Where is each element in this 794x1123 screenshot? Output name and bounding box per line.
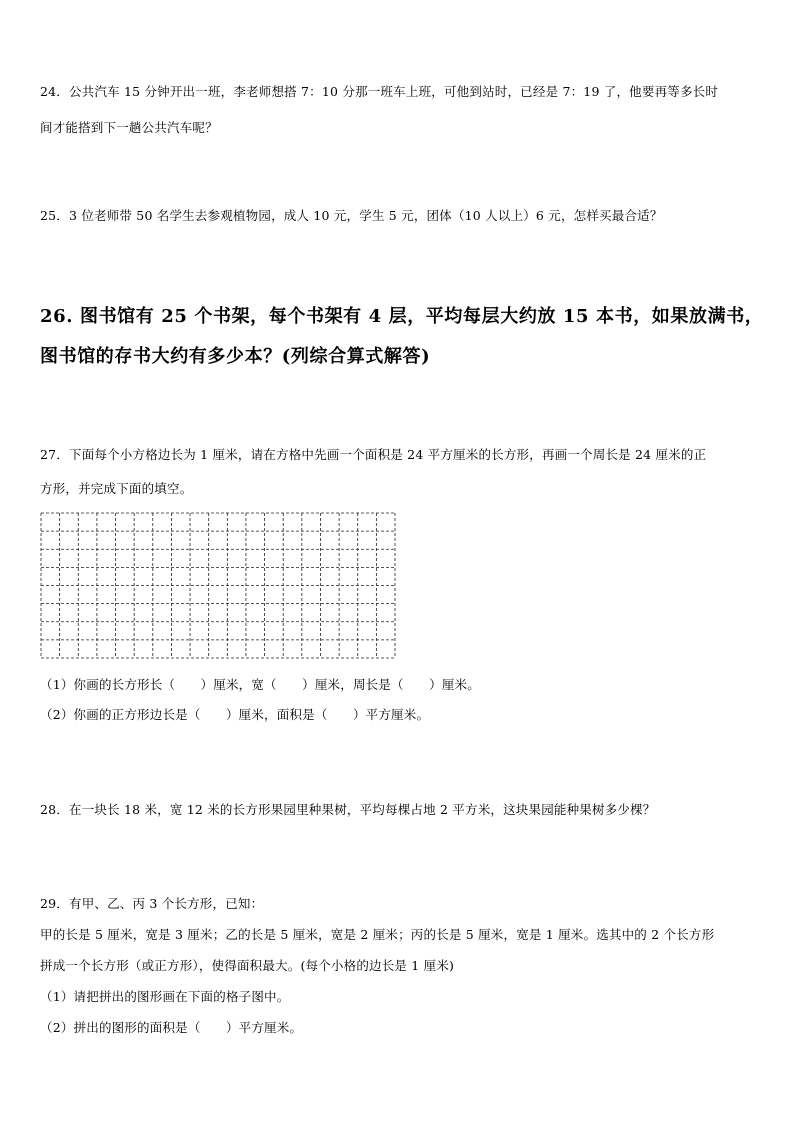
question-27-line-1: 27．下面每个小方格边长为 1 厘米，请在方格中先画一个面积是 24 平方厘米的长方形，再画一个周长是 24 厘米的正 <box>40 447 707 462</box>
square-grid-svg <box>40 512 396 659</box>
question-26-line-1: 26. 图书馆有 25 个书架，每个书架有 4 层，平均每层大约放 15 本书，如果放满书， <box>40 306 764 327</box>
question-29-sub-2: （2）拼出的图形的面积是（ ）平方厘米。 <box>40 1020 303 1035</box>
question-27-line-2: 方形，并完成下面的填空。 <box>40 481 193 496</box>
question-26-line-2: 图书馆的存书大约有多少本？(列综合算式解答) <box>40 346 431 367</box>
question-29-line-1: 29．有甲、乙、丙 3 个长方形，已知： <box>40 896 264 911</box>
question-24-line-2: 间才能搭到下一趟公共汽车呢？ <box>40 120 218 135</box>
question-27-sub-1: （1）你画的长方形长（ ）厘米，宽（ ）厘米，周长是（ ）厘米。 <box>40 677 480 692</box>
question-24-line-1: 24．公共汽车 15 分钟开出一班，李老师想搭 7：10 分那一班车上班，可他到站时，已经是 7：19 了，他要再等多长时 <box>40 84 719 99</box>
question-28-line-1: 28．在一块长 18 米，宽 12 米的长方形果园里种果树，平均每棵占地 2 平方米，这块果园能种果树多少棵？ <box>40 802 656 817</box>
question-29-sub-1: （1）请把拼出的图形画在下面的格子图中。 <box>40 989 290 1004</box>
question-29-line-3: 拼成一个长方形（或正方形），使得面积最大。(每个小格的边长是 1 厘米) <box>40 958 455 973</box>
question-27-sub-2: （2）你画的正方形边长是（ ）厘米，面积是（ ）平方厘米。 <box>40 707 430 722</box>
question-29-line-2: 甲的长是 5 厘米，宽是 3 厘米；乙的长是 5 厘米，宽是 2 厘米；丙的长是 5 厘米，宽是 1 厘米。选其中的 2 个长方形 <box>40 927 715 942</box>
question-25-line-1: 25．3 位老师带 50 名学生去参观植物园，成人 10 元，学生 5 元，团体（10 人以上）6 元，怎样买最合适？ <box>40 208 663 223</box>
square-grid <box>40 512 396 659</box>
